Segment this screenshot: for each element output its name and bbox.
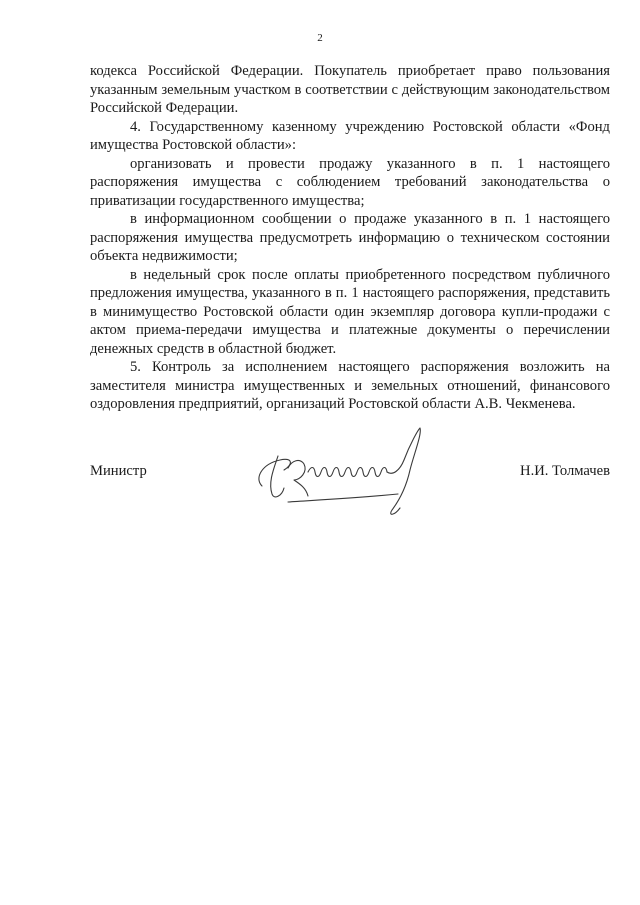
- paragraph-item-5: 5. Контроль за исполнением настоящего распоряжения возложить на заместителя министра имущественных и земельных отношений, финансового оздоровления предприятий, организаций Ростовской области А.В. Чекменева.: [90, 359, 610, 412]
- paragraph-item-4: 4. Государственному казенному учреждению Ростовской области «Фонд имущества Ростовской области»:: [90, 118, 610, 153]
- signatory-name: Н.И. Толмачев: [520, 463, 610, 479]
- signatory-title: Министр: [90, 463, 147, 479]
- page-number: 2: [317, 32, 323, 44]
- paragraph-continuation: кодекса Российской Федерации. Покупатель приобретает право пользования указанным земельным участком в соответствии с действующим законодательством Российской Федерации.: [90, 63, 610, 116]
- signature-block: [90, 420, 610, 520]
- handwritten-signature: [248, 420, 438, 520]
- paragraph-weekly-term: в недельный срок после оплаты приобретенного посредством публичного предложения имущества, указанного в п. 1 настоящего распоряжения, представить в минимущество Ростовской области один экземпляр договора купли-продажи с актом приема-передачи имущества и платежные документы о перечислении денежных средств в областной бюджет.: [90, 266, 610, 357]
- paragraph-information-notice: в информационном сообщении о продаже указанного в п. 1 настоящего распоряжения имущества предусмотреть информацию о техническом состоянии объекта недвижимости;: [90, 211, 610, 264]
- document-body: [90, 62, 610, 414]
- paragraph-organize-sale: организовать и провести продажу указанного в п. 1 настоящего распоряжения имущества с соблюдением требований законодательства о приватизации государственного имущества;: [90, 155, 610, 209]
